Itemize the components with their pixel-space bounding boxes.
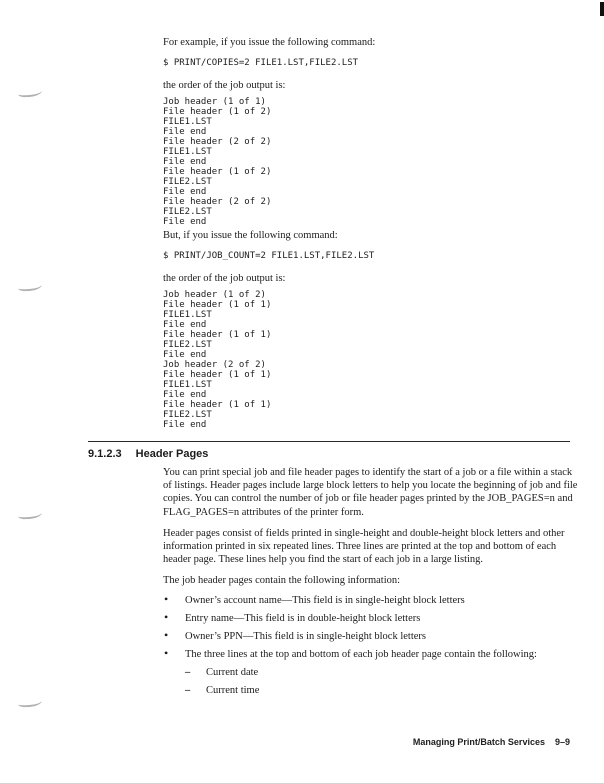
sub-list-item: – Current date xyxy=(185,666,583,679)
page-footer xyxy=(413,737,570,747)
list-item: • Owner’s account name—This field is in single-height block letters xyxy=(163,594,583,607)
output-line: File header (1 of 1) xyxy=(163,370,272,380)
output-line: File header (1 of 2) xyxy=(163,167,272,177)
sub-list-item: – Current time xyxy=(185,684,583,697)
list-item: • Entry name—This field is in double-height block letters xyxy=(163,612,583,625)
job-output-listing-2 xyxy=(163,290,583,430)
output-line: File end xyxy=(163,350,207,360)
output-line: File header (2 of 2) xyxy=(163,197,272,207)
binder-mark xyxy=(18,87,43,98)
section-paragraph-1: You can print special job and file header pages to identify the start of a job or a file within a stack of listings. Header pages include large block letters to help you locate the beginning of job and file copies. You can control the number of job or file header pages printed by the JOB_PAGES=n and FLAG_PAGES=n attributes of the printer form. xyxy=(163,467,578,518)
output-line: File header (1 of 2) xyxy=(163,107,272,117)
section-paragraph-2: Header pages consist of fields printed in single-height and double-height block letters and other information printed in six repeated lines. Three lines are printed at the top and bottom of each header page. These lines help you find the start of each job in a large listing. xyxy=(163,527,565,566)
binder-mark xyxy=(18,697,43,708)
order-sentence-2: the order of the job output is: xyxy=(163,273,286,284)
output-line: File header (1 of 1) xyxy=(163,330,272,340)
output-line: FILE1.LST xyxy=(163,310,212,320)
job-output-listing-1 xyxy=(163,97,583,227)
output-line: Job header (1 of 2) xyxy=(163,290,266,300)
output-line: FILE1.LST xyxy=(163,117,212,127)
dcl-command-copies: $ PRINT/COPIES=2 FILE1.LST,FILE2.LST xyxy=(163,58,359,68)
binder-mark xyxy=(18,509,43,520)
output-line: File end xyxy=(163,187,207,197)
list-item: • The three lines at the top and bottom of each job header page contain the following: xyxy=(163,648,583,661)
footer-chapter-title: Managing Print/Batch Services xyxy=(412,737,545,747)
dcl-command-job-count: $ PRINT/JOB_COUNT=2 FILE1.LST,FILE2.LST xyxy=(163,251,375,261)
output-line: File end xyxy=(163,127,207,137)
scan-corner-mark xyxy=(600,2,604,16)
binder-mark xyxy=(18,281,43,292)
order-sentence-1: the order of the job output is: xyxy=(163,80,286,91)
section-heading xyxy=(88,448,208,460)
job-header-info-list xyxy=(163,594,583,698)
output-line: File end xyxy=(163,217,207,227)
output-line: FILE1.LST xyxy=(163,380,212,390)
output-line: FILE2.LST xyxy=(163,340,212,350)
output-line: File header (1 of 1) xyxy=(163,300,272,310)
intro-sentence-1: For example, if you issue the following command: xyxy=(163,37,376,48)
output-line: Job header (1 of 1) xyxy=(163,97,266,107)
output-line: File header (1 of 1) xyxy=(163,400,272,410)
header-lines-sublist xyxy=(185,666,583,697)
output-line: FILE2.LST xyxy=(163,177,212,187)
output-line: File end xyxy=(163,157,207,167)
footer-page-number: 9–9 xyxy=(554,737,570,747)
section-title: Header Pages xyxy=(135,448,209,460)
examples-block xyxy=(163,36,583,433)
section-divider-rule xyxy=(88,441,570,442)
output-line: FILE2.LST xyxy=(163,207,212,217)
section-paragraph-3: The job header pages contain the following information: xyxy=(163,575,401,587)
section-body xyxy=(163,466,583,702)
intro-sentence-2: But, if you issue the following command: xyxy=(163,230,338,241)
output-line: FILE1.LST xyxy=(163,147,212,157)
section-number: 9.1.2.3 xyxy=(88,448,122,460)
output-line: File end xyxy=(163,420,207,430)
output-line: FILE2.LST xyxy=(163,410,212,420)
output-line: Job header (2 of 2) xyxy=(163,360,266,370)
list-item: • Owner’s PPN—This field is in single-height block letters xyxy=(163,630,583,643)
output-line: File end xyxy=(163,320,207,330)
output-line: File header (2 of 2) xyxy=(163,137,272,147)
output-line: File end xyxy=(163,390,207,400)
